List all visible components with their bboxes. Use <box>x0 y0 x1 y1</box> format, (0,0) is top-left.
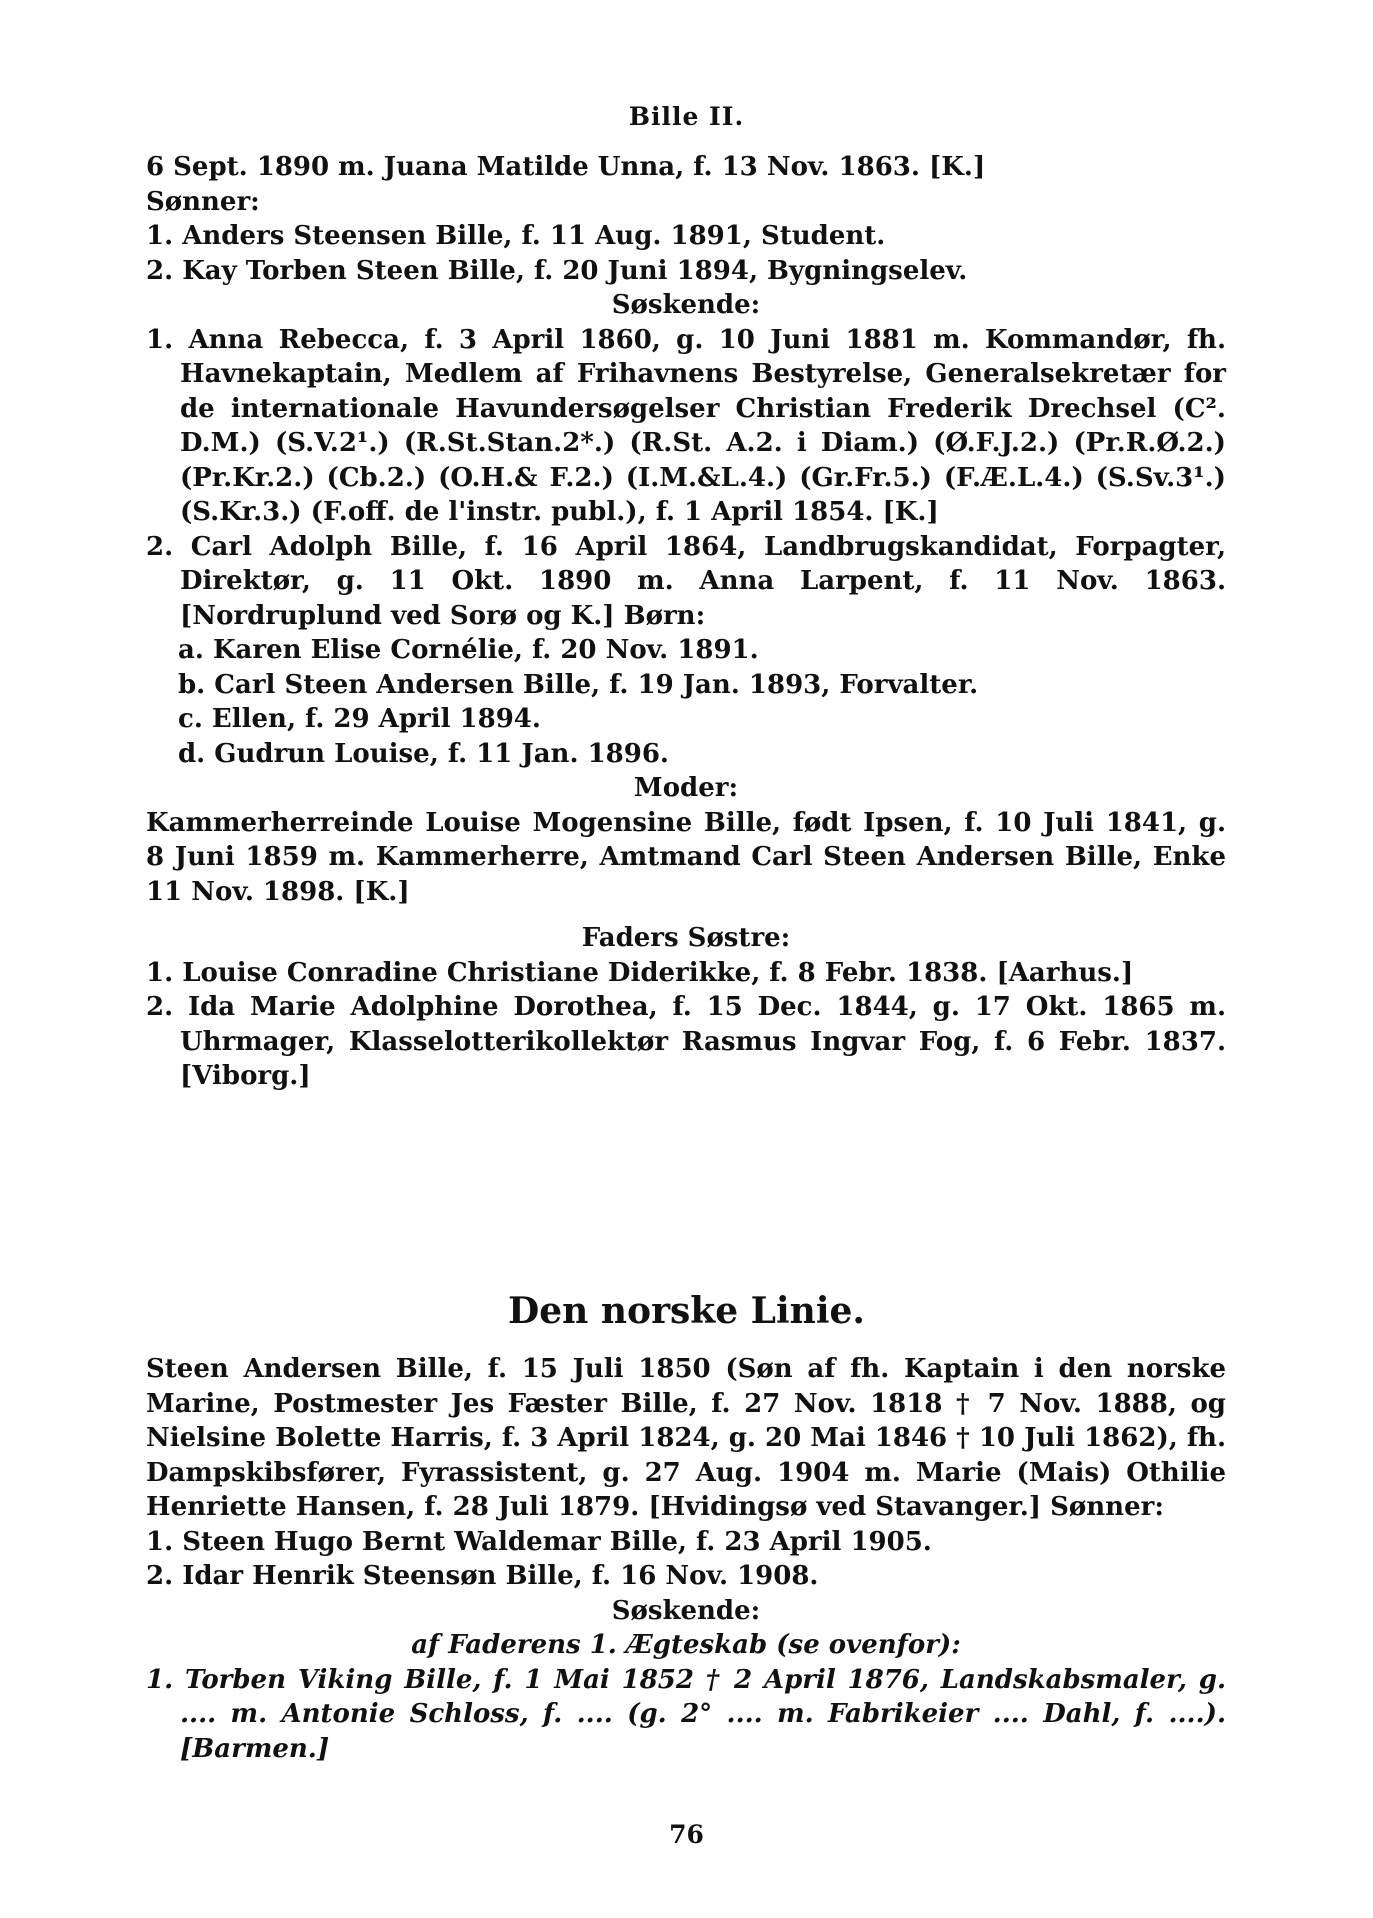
norske-linie-section <box>146 1352 1226 1766</box>
son-entry: 1. Anders Steensen Bille, f. 11 Aug. 1891, Student. <box>146 221 886 251</box>
son-entry: 2. Idar Henrik Steensøn Bille, f. 16 Nov. 1908. <box>146 1561 819 1591</box>
soskende-heading: Søskende: <box>611 1595 761 1626</box>
marriage-line: 6 Sept. 1890 m. Juana Matilde Unna, f. 13 Nov. 1863. [K.] <box>146 152 986 182</box>
section-title: Den norske Linie. <box>508 1290 865 1332</box>
page-number: 76 <box>669 1820 704 1849</box>
son-entry: 2. Kay Torben Steen Bille, f. 20 Juni 1894, Bygningselev. <box>146 255 968 286</box>
sibling-entry: 1. Torben Viking Bille, f. 1 Mai 1852 † 2 April 1876, Landskabsmaler, g. .... m. Antonie Schloss, f. .... (g. 2° .... m. Fabrikeier .... Dahl, f. ....). [Barmen.] <box>146 1664 1226 1764</box>
page-header: Bille II. <box>628 102 745 131</box>
af-faderens-heading: af Faderens 1. Ægteskab (se ovenfor): <box>411 1630 961 1660</box>
sibling-entry: 2. Carl Adolph Bille, f. 16 April 1864, Landbrugskandidat, Forpagter, Direktør, g. 11 Okt. 1890 m. Anna Larpent, f. 11 Nov. 1863. [Nordruplund ved Sorø og K.] Børn: <box>146 531 1226 631</box>
child-entry: b. Carl Steen Andersen Bille, f. 19 Jan. 1893, Forvalter. <box>178 669 979 700</box>
moder-heading: Moder: <box>633 773 739 803</box>
child-entry: d. Gudrun Louise, f. 11 Jan. 1896. <box>178 738 669 769</box>
intro-paragraph: Steen Andersen Bille, f. 15 Juli 1850 (Søn af fh. Kaptain i den norske Marine, Postmester Jes Fæster Bille, f. 27 Nov. 1818 † 7 Nov. 1888, og Nielsine Bolette Harris, f. 3 April 1824, g. 20 Mai 1846 † 10 Juli 1862), fh. Dampskibsfører, Fyrassistent, g. 27 Aug. 1904 m. Marie (Mais) Othilie Henriette Hansen, f. 28 Juli 1879. [Hvidingsø ved Stavanger.] Sønner: <box>146 1354 1226 1522</box>
child-entry: a. Karen Elise Cornélie, f. 20 Nov. 1891. <box>178 635 759 665</box>
sibling-entry: 1. Anna Rebecca, f. 3 April 1860, g. 10 Juni 1881 m. Kommandør, fh. Havnekaptain, Medlem af Frihavnens Bestyrelse, Generalsekretær for de internationale Havundersøgelser Christian Frederik Drechsel (C². D.M.) (S.V.2¹.) (R.St.Stan.2*.) (R.St. A.2. i Diam.) (Ø.F.J.2.) (Pr.R.Ø.2.) (Pr.Kr.2.) (Cb.2.) (O.H.& F.2.) (I.M.&L.4.) (Gr.Fr.5.) (F.Æ.L.4.) (S.Sv.3¹.) (S.Kr.3.) (F.off. de l'instr. publ.), f. 1 April 1854. [K.] <box>146 324 1226 527</box>
soskende-heading: Søskende: <box>611 290 761 320</box>
son-entry: 1. Steen Hugo Bernt Waldemar Bille, f. 23 April 1905. <box>146 1526 932 1557</box>
child-entry: c. Ellen, f. 29 April 1894. <box>178 704 541 734</box>
moder-text: Kammerherreinde Louise Mogensine Bille, født Ipsen, f. 10 Juli 1841, g. 8 Juni 1859 m. Kammerherre, Amtmand Carl Steen Andersen Bille, Enke 11 Nov. 1898. [K.] <box>146 807 1226 907</box>
aunt-entry: 2. Ida Marie Adolphine Dorothea, f. 15 Dec. 1844, g. 17 Okt. 1865 m. Uhrmager, Klasselotterikollektør Rasmus Ingvar Fog, f. 6 Febr. 1837. [Viborg.] <box>146 992 1226 1091</box>
sonner-label: Sønner: <box>146 186 260 217</box>
bille-ii-section <box>146 150 1226 1094</box>
faders-sostre-heading: Faders Søstre: <box>581 923 791 953</box>
aunt-entry: 1. Louise Conradine Christiane Diderikke, f. 8 Febr. 1838. [Aarhus.] <box>146 957 1134 988</box>
